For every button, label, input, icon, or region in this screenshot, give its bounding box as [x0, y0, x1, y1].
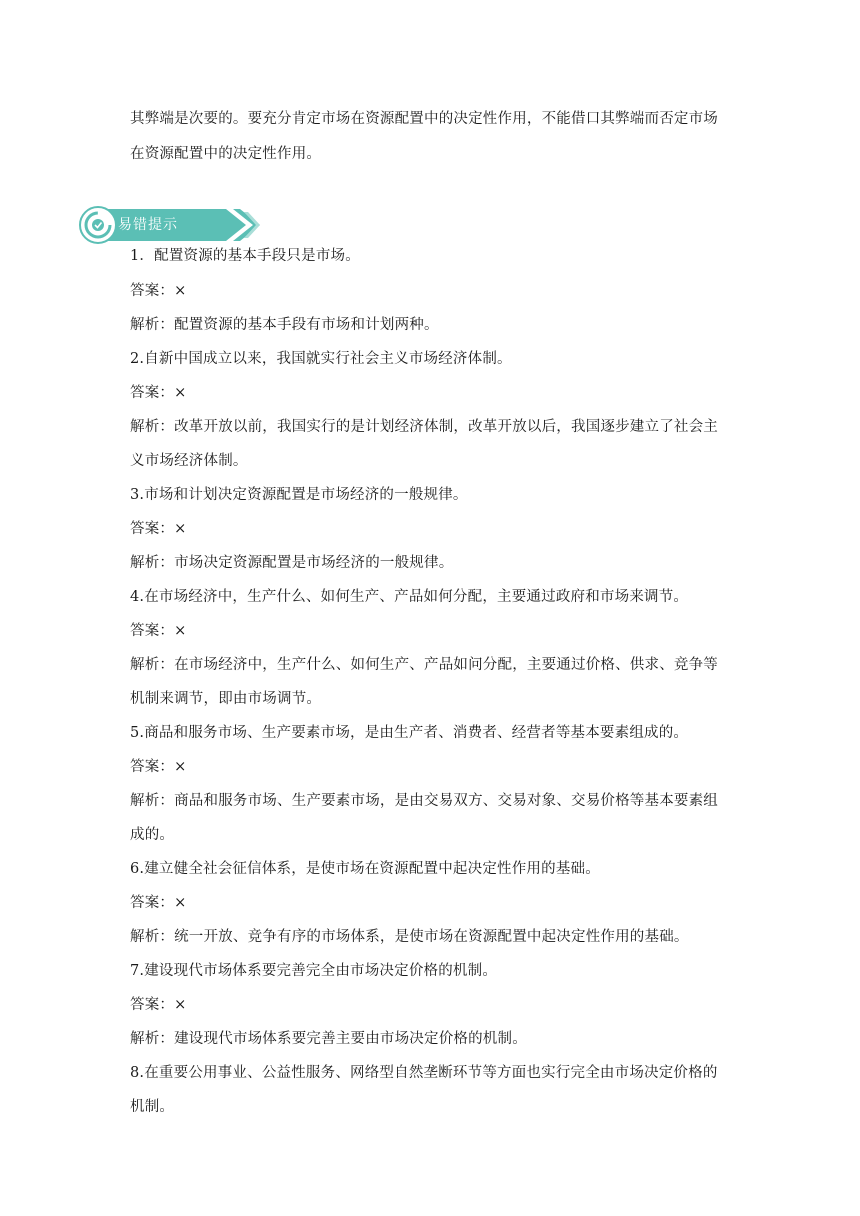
- item-3-explanation: 解析：市场决定资源配置是市场经济的一般规律。: [130, 555, 454, 571]
- item-6-question: 6.建立健全社会征信体系，是使市场在资源配置中起决定性作用的基础。: [130, 861, 600, 877]
- item-2-question: 2.自新中国成立以来，我国就实行社会主义市场经济体制。: [130, 351, 512, 367]
- item-3-answer: 答案：×: [130, 521, 187, 537]
- item-5-explanation-1: 解析：商品和服务市场、生产要素市场，是由交易双方、交易对象、交易价格等基本要素组: [130, 793, 718, 809]
- intro-line-2: 在资源配置中的决定性作用。: [130, 146, 322, 162]
- item-7-question: 7.建设现代市场体系要完善完全由市场决定价格的机制。: [130, 963, 498, 979]
- item-1-answer: 答案：×: [130, 283, 187, 299]
- section-title: 易错提示: [118, 217, 178, 233]
- item-6-answer: 答案：×: [130, 895, 187, 911]
- item-8-question-2: 机制。: [130, 1099, 175, 1115]
- item-2-answer: 答案：×: [130, 385, 187, 401]
- item-1-question: 1．配置资源的基本手段只是市场。: [130, 248, 360, 264]
- check-circle-icon: [92, 219, 104, 231]
- item-1-explanation: 解析：配置资源的基本手段有市场和计划两种。: [130, 317, 439, 333]
- item-6-explanation: 解析：统一开放、竞争有序的市场体系，是使市场在资源配置中起决定性作用的基础。: [130, 929, 689, 945]
- item-3-question: 3.市场和计划决定资源配置是市场经济的一般规律。: [130, 487, 468, 503]
- item-5-answer: 答案：×: [130, 759, 187, 775]
- section-header-badge: [78, 205, 263, 245]
- item-5-question: 5.商品和服务市场、生产要素市场，是由生产者、消费者、经营者等基本要素组成的。: [130, 725, 689, 741]
- intro-line-1: 其弊端是次要的。要充分肯定市场在资源配置中的决定性作用，不能借口其弊端而否定市场: [130, 111, 718, 127]
- item-7-answer: 答案：×: [130, 997, 187, 1013]
- item-8-question-1: 8.在重要公用事业、公益性服务、网络型自然垄断环节等方面也实行完全由市场决定价格的: [130, 1065, 718, 1081]
- item-2-explanation-1: 解析：改革开放以前，我国实行的是计划经济体制，改革开放以后，我国逐步建立了社会主: [130, 419, 718, 435]
- item-2-explanation-2: 义市场经济体制。: [130, 453, 248, 469]
- item-4-question: 4.在市场经济中，生产什么、如何生产、产品如何分配，主要通过政府和市场来调节。: [130, 589, 689, 605]
- item-4-explanation-1: 解析：在市场经济中，生产什么、如何生产、产品如问分配，主要通过价格、供求、竞争等: [130, 657, 718, 673]
- item-7-explanation: 解析：建设现代市场体系要完善主要由市场决定价格的机制。: [130, 1031, 527, 1047]
- item-4-answer: 答案：×: [130, 623, 187, 639]
- item-5-explanation-2: 成的。: [130, 827, 175, 843]
- item-4-explanation-2: 机制来调节，即由市场调节。: [130, 691, 322, 707]
